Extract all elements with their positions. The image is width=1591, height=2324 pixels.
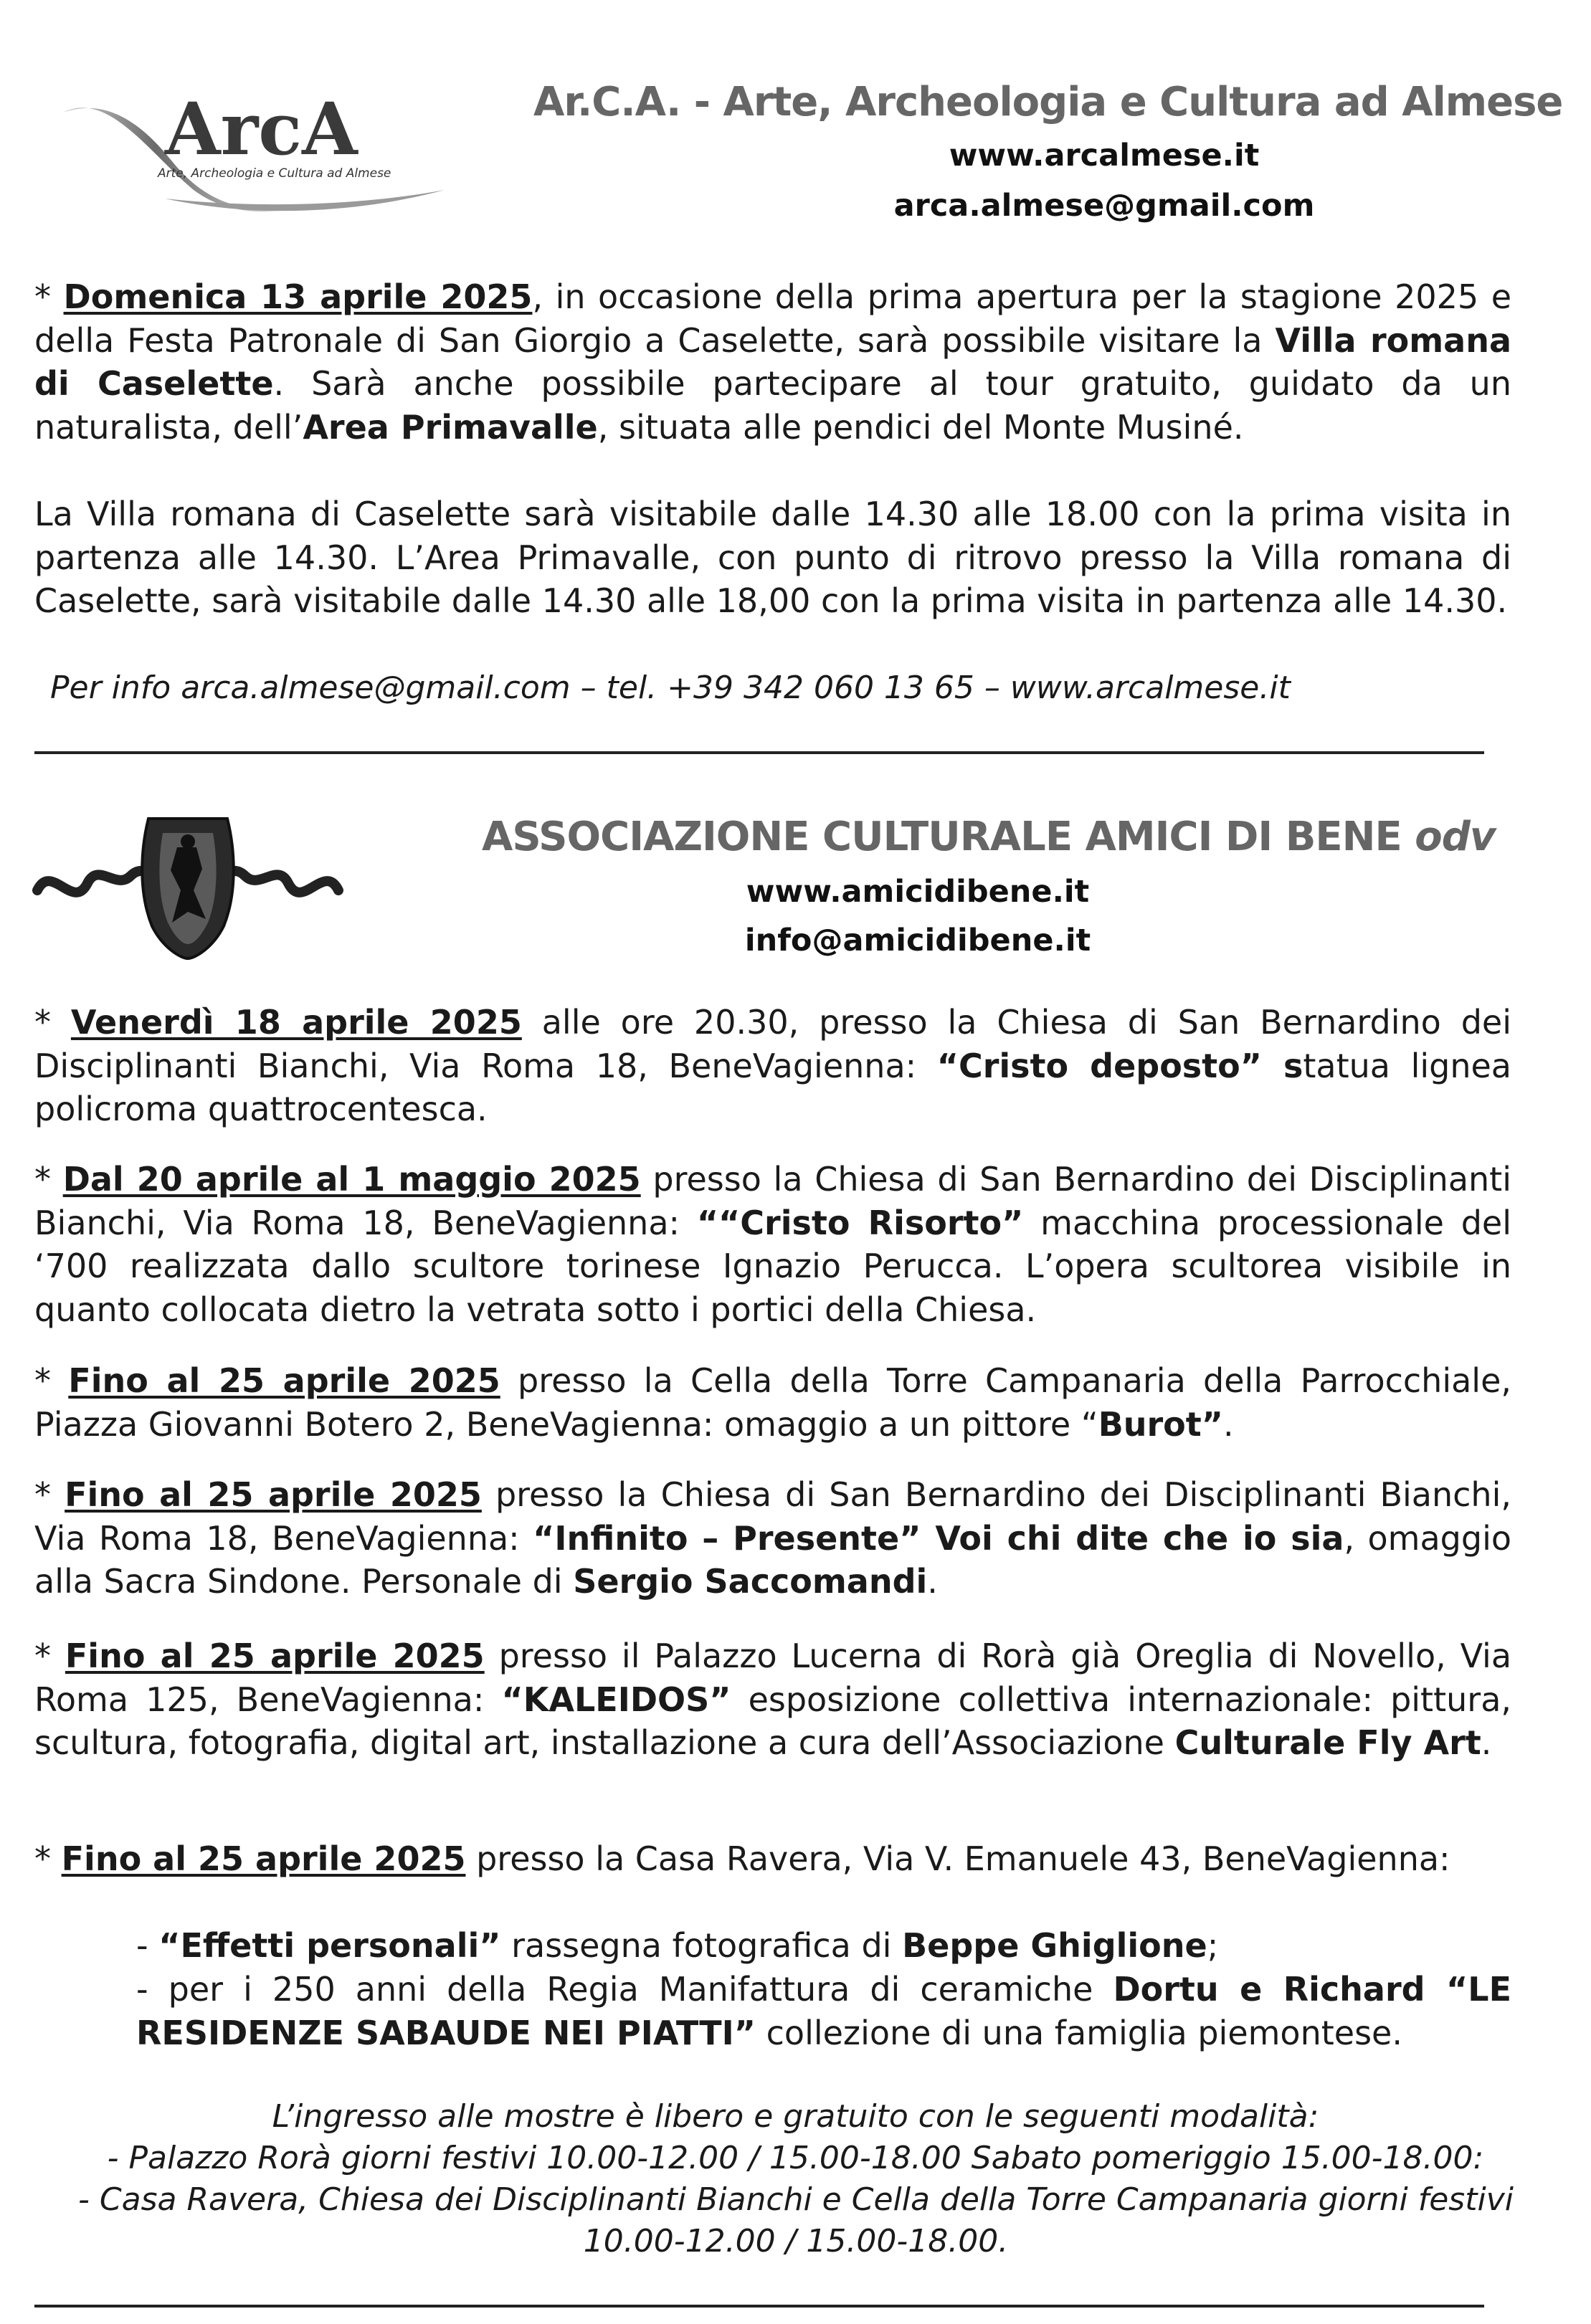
- bene-title: ASSOCIAZIONE CULTURALE AMICI DI BENE odv: [482, 814, 1496, 860]
- bene-event-4: * Fino al 25 aprile 2025 presso la Chiesa di San Bernardino dei Disciplinanti Bianchi, Via Roma 18, BeneVagienna: “Infinito – Presente” Voi chi dite che io sia, omaggio alla Sacra Sindone. Personale di Sergio Saccomandi.: [34, 1475, 1511, 1601]
- section-divider: [34, 751, 1484, 754]
- bene-event-3: * Fino al 25 aprile 2025 presso la Cella della Torre Campanaria della Parrocchiale, Piazza Giovanni Botero 2, BeneVagienna: omaggio a un pittore “Burot”.: [34, 1361, 1512, 1444]
- arca-event-date: Domenica 13 aprile 2025: [63, 277, 533, 316]
- arca-email[interactable]: arca.almese@gmail.com: [893, 188, 1315, 224]
- arca-title: Ar.C.A. - Arte, Archeologia e Cultura ad Almese: [533, 79, 1563, 125]
- bene-event-2-date: Dal 20 aprile al 1 maggio 2025: [62, 1160, 641, 1199]
- bene-event-5: * Fino al 25 aprile 2025 presso il Palazzo Lucerna di Rorà già Oreglia di Novello, Via Roma 125, BeneVagienna: “KALEIDOS” esposizione collettiva internazionale: pittura, scultura, fotografia, digital art, installazione a cura dell’Associazione Culturale Fly Art.: [34, 1637, 1512, 1762]
- bene-event-1: * Venerdì 18 aprile 2025 alle ore 20.30, presso la Chiesa di San Bernardino dei Disciplinanti Bianchi, Via Roma 18, BeneVagienna: “Cristo deposto” statua lignea policroma quattrocentesca.: [34, 1003, 1511, 1128]
- arca-logo-subtitle: Arte, Archeologia e Cultura ad Almese: [158, 166, 391, 181]
- opening-hours-palazzo-rora: - Palazzo Rorà giorni festivi 10.00-12.00 / 15.00-18.00 Sabato pomeriggio 15.00-18.00:: [107, 2140, 1484, 2176]
- arca-logo: [57, 68, 459, 222]
- arca-event-hours: La Villa romana di Caselette sarà visitabile dalle 14.30 alle 18.00 con la prima visita in partenza alle 14.30. L’Area Primavalle, con punto di ritrovo presso la Villa romana di Caselette, sarà visitabile dalle 14.30 alle 18,00 con la prima visita in partenza alle 14.30.: [34, 495, 1511, 620]
- bene-event-3-date: Fino al 25 aprile 2025: [68, 1361, 500, 1400]
- bene-event-6-date: Fino al 25 aprile 2025: [61, 1839, 466, 1878]
- bene-website[interactable]: www.amicidibene.it: [746, 874, 1090, 910]
- arca-event-paragraph: * Domenica 13 aprile 2025, in occasione della prima apertura per la stagione 2025 e della Festa Patronale di San Giorgio a Caselette, sarà possibile visitare la Villa romana di Caselette. Sarà anche possibile partecipare al tour gratuito, guidato da un naturalista, dell’Area Primavalle, situata alle pendici del Monte Musiné.: [34, 277, 1512, 447]
- amici-di-bene-emblem: [30, 804, 346, 962]
- bene-event-1-date: Venerdì 18 aprile 2025: [70, 1003, 522, 1042]
- bene-email[interactable]: info@amicidibene.it: [744, 923, 1091, 958]
- bene-title-suffix: odv: [1415, 814, 1496, 860]
- arca-logo-word: ArcA: [165, 87, 358, 171]
- bene-event-6-item-2: - per i 250 anni della Regia Manifattura di ceramiche Dortu e Richard “LE RESIDENZE SABAUDE NEI PIATTI” collezione di una famiglia piemontese.: [136, 1970, 1511, 2052]
- bene-event-2: * Dal 20 aprile al 1 maggio 2025 presso la Chiesa di San Bernardino dei Disciplinanti Bianchi, Via Roma 18, BeneVagienna: ““Cristo Risorto” macchina processionale del ‘700 realizzata dallo scultore torinese Ignazio Perucca. L’opera scultorea visibile in quanto collocata dietro la vetrata sotto i portici della Chiesa.: [34, 1160, 1512, 1329]
- bene-event-6-item-1: - “Effetti personali” rassegna fotografica di Beppe Ghiglione;: [136, 1926, 1219, 1965]
- opening-hours-casa-ravera: - Casa Ravera, Chiesa dei Disciplinanti Bianchi e Cella della Torre Campanaria giorni festivi 10.00-12.00 / 15.00-18.00.: [78, 2181, 1514, 2259]
- opening-hours-intro: L’ingresso alle mostre è libero e gratuito con le seguenti modalità:: [272, 2098, 1319, 2135]
- arca-event-info: Per info arca.almese@gmail.com – tel. +39 342 060 13 65 – www.arcalmese.it: [50, 670, 1291, 706]
- arca-website[interactable]: www.arcalmese.it: [949, 138, 1260, 173]
- bene-event-5-date: Fino al 25 aprile 2025: [65, 1637, 485, 1675]
- bene-event-4-date: Fino al 25 aprile 2025: [65, 1475, 482, 1514]
- bottom-divider: [34, 2305, 1484, 2308]
- bene-event-6: * Fino al 25 aprile 2025 presso la Casa Ravera, Via V. Emanuele 43, BeneVagienna:: [34, 1839, 1450, 1878]
